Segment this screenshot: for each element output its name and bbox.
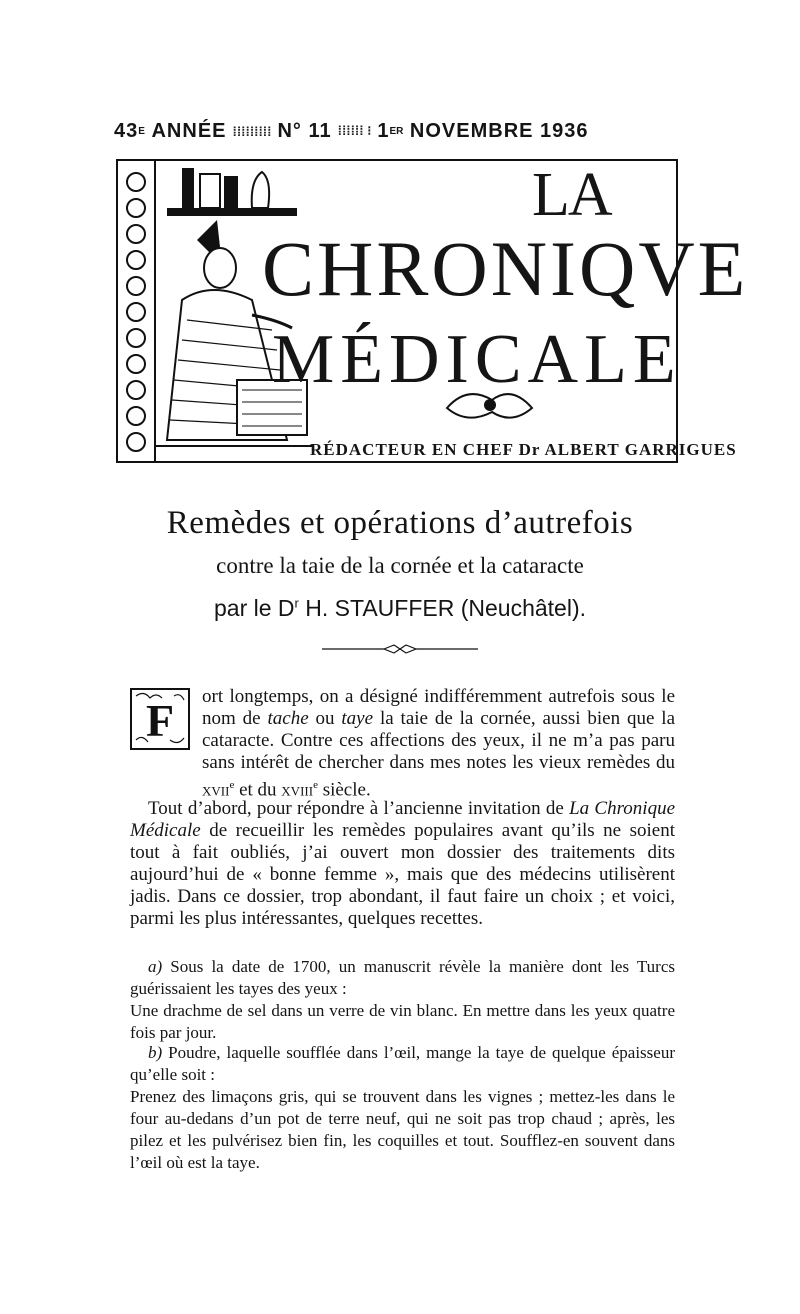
paragraph-1: [130, 686, 675, 801]
text-run: et du: [234, 779, 282, 801]
masthead: [112, 150, 749, 470]
text-run: Sous la date de 1700, un manuscrit révèle la manière dont les Turcs guérissaient les tayes des yeux :: [130, 957, 675, 998]
masthead-editor-line: RÉDACTEUR EN CHEF Dr ALBERT GARRIGUES: [310, 440, 737, 459]
issue-month-year: NOVEMBRE 1936: [409, 119, 589, 142]
paragraph-2: [130, 798, 675, 930]
century-sup: e: [313, 779, 318, 791]
divider-ornament: [322, 643, 478, 655]
year-suffix: E: [138, 125, 145, 137]
year-number: 43: [114, 119, 139, 142]
masthead-title-la: LA: [532, 161, 611, 229]
article-subtitle: contre la taie de la cornée et la cataracte: [216, 553, 584, 578]
century-numeral: xviii: [281, 779, 314, 801]
text-run: Une drachme de sel dans un verre de vin blanc. En mettre dans les yeux quatre fois par jour.: [130, 1001, 675, 1042]
journal-name: La Chronique Médicale: [130, 798, 676, 841]
text-run: la taie de la cornée, aussi bien que la cataracte. Contre ces affections des yeux, il ne m’a pas paru sans intérêt de chercher dans mes notes les vieux remèdes du: [202, 708, 676, 773]
text-run: Prenez des limaçons gris, qui se trouvent dans les vignes ; mettez-les dans le four au-dedans d’un pot de terre neuf, qui ne soit pas trop chaud ; après, les pilez et les pulvérisez bien fin, les coquilles et tout. Soufflez-en souvent dans l’œil où est la taye.: [130, 1087, 675, 1172]
issue-number: N° 11: [277, 119, 332, 142]
article-title: Remèdes et opérations d’autrefois: [166, 505, 634, 541]
day-suffix: ER: [389, 125, 404, 137]
masthead-title-chronique: CHRONIQVE: [262, 225, 749, 312]
text-run: Tout d’abord, pour répondre à l’ancienne invitation de: [148, 798, 570, 819]
text-run: ou: [308, 708, 342, 729]
author-title-sup: r: [294, 595, 299, 611]
author-prefix: par le D: [213, 595, 295, 621]
text-run: siècle.: [317, 779, 371, 801]
dropcap-letter: F: [145, 695, 175, 746]
article-author: [0, 595, 800, 622]
italic-term: taye: [341, 708, 374, 729]
century-numeral: xvii: [202, 779, 230, 801]
recipe-a: [130, 956, 675, 1044]
issue-day: 1: [377, 119, 390, 142]
separator-dots: ⁞⁞⁞⁞⁞⁞⁞⁞⁞: [232, 123, 272, 139]
masthead-title-medicale: MÉDICALE: [272, 321, 682, 398]
issue-header: [114, 118, 680, 144]
century-sup: e: [229, 779, 235, 791]
author-name: H. STAUFFER (Neuchâtel).: [298, 595, 587, 621]
text-run: de recueillir les remèdes populaires avant qu’ils ne soient tout à fait oubliés, j’ai ouvert mon dossier des traitements dits aujourd’hui de « bonne femme », mais que des médecins utilisèrent jadis. Dans ce dossier, trop abondant, il faut faire un choix ; et voici, parmi les plus intéressantes, quelques recettes.: [130, 820, 675, 929]
separator-dots: ⁞⁞⁞⁞⁞⁞ ⁝: [337, 123, 372, 138]
recipe-label: b): [148, 1043, 163, 1062]
year-word: ANNÉE: [151, 119, 227, 142]
recipe-b: [130, 1042, 675, 1174]
text-run: Poudre, laquelle soufflée dans l’œil, mange la taye de quelque épaisseur qu’elle soit :: [130, 1043, 675, 1084]
recipe-label: a): [148, 957, 163, 976]
italic-term: tache: [267, 708, 309, 729]
text-run: ort longtemps, on a désigné indifféremment autrefois sous le nom de: [202, 686, 675, 729]
